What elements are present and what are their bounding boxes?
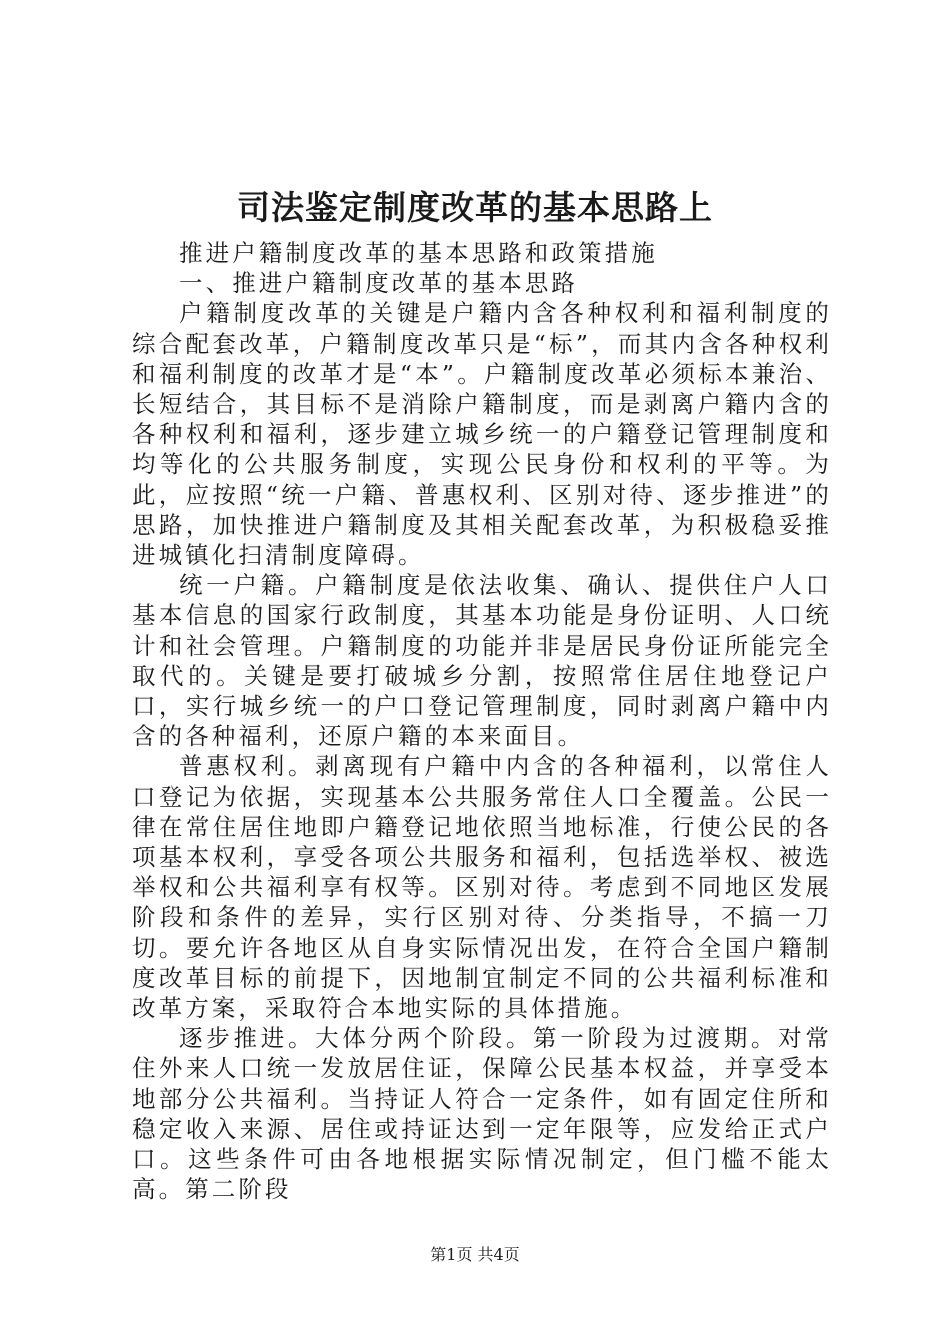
paragraph-intro: 户籍制度改革的关键是户籍内含各种权利和福利制度的综合配套改革，户籍制度改革只是“标”，而其内含各种权利和福利制度的改革才是“本”。户籍制度改革必须标本兼治、长短结合，其目标不是消除户籍制度，而是剥离户籍内含的各种权利和福利，逐步建立城乡统一的户籍登记管理制度和均等化的公共服务制度，实现公民身份和权利的平等。为此，应按照“统一户籍、普惠权利、区别对待、逐步推进”的思路，加快推进户籍制度及其相关配套改革，为积极稳妥推进城镇化扫清制度障碍。 <box>132 299 832 570</box>
paragraph-section-heading: 一、推进户籍制度改革的基本思路 <box>179 269 578 298</box>
document-body <box>132 238 832 1205</box>
document-title: 司法鉴定制度改革的基本思路上 <box>237 188 713 227</box>
paragraph-unified-registration: 统一户籍。户籍制度是依法收集、确认、提供住户人口基本信息的国家行政制度，其基本功能是身份证明、人口统计和社会管理。户籍制度的功能并非是居民身份证所能完全取代的。关键是要打破城乡分割，按照常住居住地登记户口，实行城乡统一的户口登记管理制度，同时剥离户籍中内含的各种福利，还原户籍的本来面目。 <box>132 571 832 751</box>
paragraph-subtitle: 推进户籍制度改革的基本思路和政策措施 <box>179 239 658 267</box>
paragraph-gradual-progress: 逐步推进。大体分两个阶段。第一阶段为过渡期。对常住外来人口统一发放居住证，保障公民基本权益，并享受本地部分公共福利。当持证人符合一定条件，如有固定住所和稳定收入来源、居住或持证达到一定年限等，应发给正式户口。这些条件可由各地根据实际情况制定，但门槛不能太高。第二阶段 <box>132 1024 832 1204</box>
page-number-footer: 第1页 共4页 <box>430 1245 520 1264</box>
paragraph-universal-rights: 普惠权利。剥离现有户籍中内含的各种福利，以常住人口登记为依据，实现基本公共服务常住人口全覆盖。公民一律在常住居住地即户籍登记地依照当地标准，行使公民的各项基本权利，享受各项公共服务和福利，包括选举权、被选举权和公共福利享有权等。区别对待。考虑到不同地区发展阶段和条件的差异，实行区别对待、分类指导，不搞一刀切。要允许各地区从自身实际情况出发，在符合全国户籍制度改革目标的前提下，因地制宜制定不同的公共福利标准和改革方案，采取符合本地实际的具体措施。 <box>132 752 832 1023</box>
